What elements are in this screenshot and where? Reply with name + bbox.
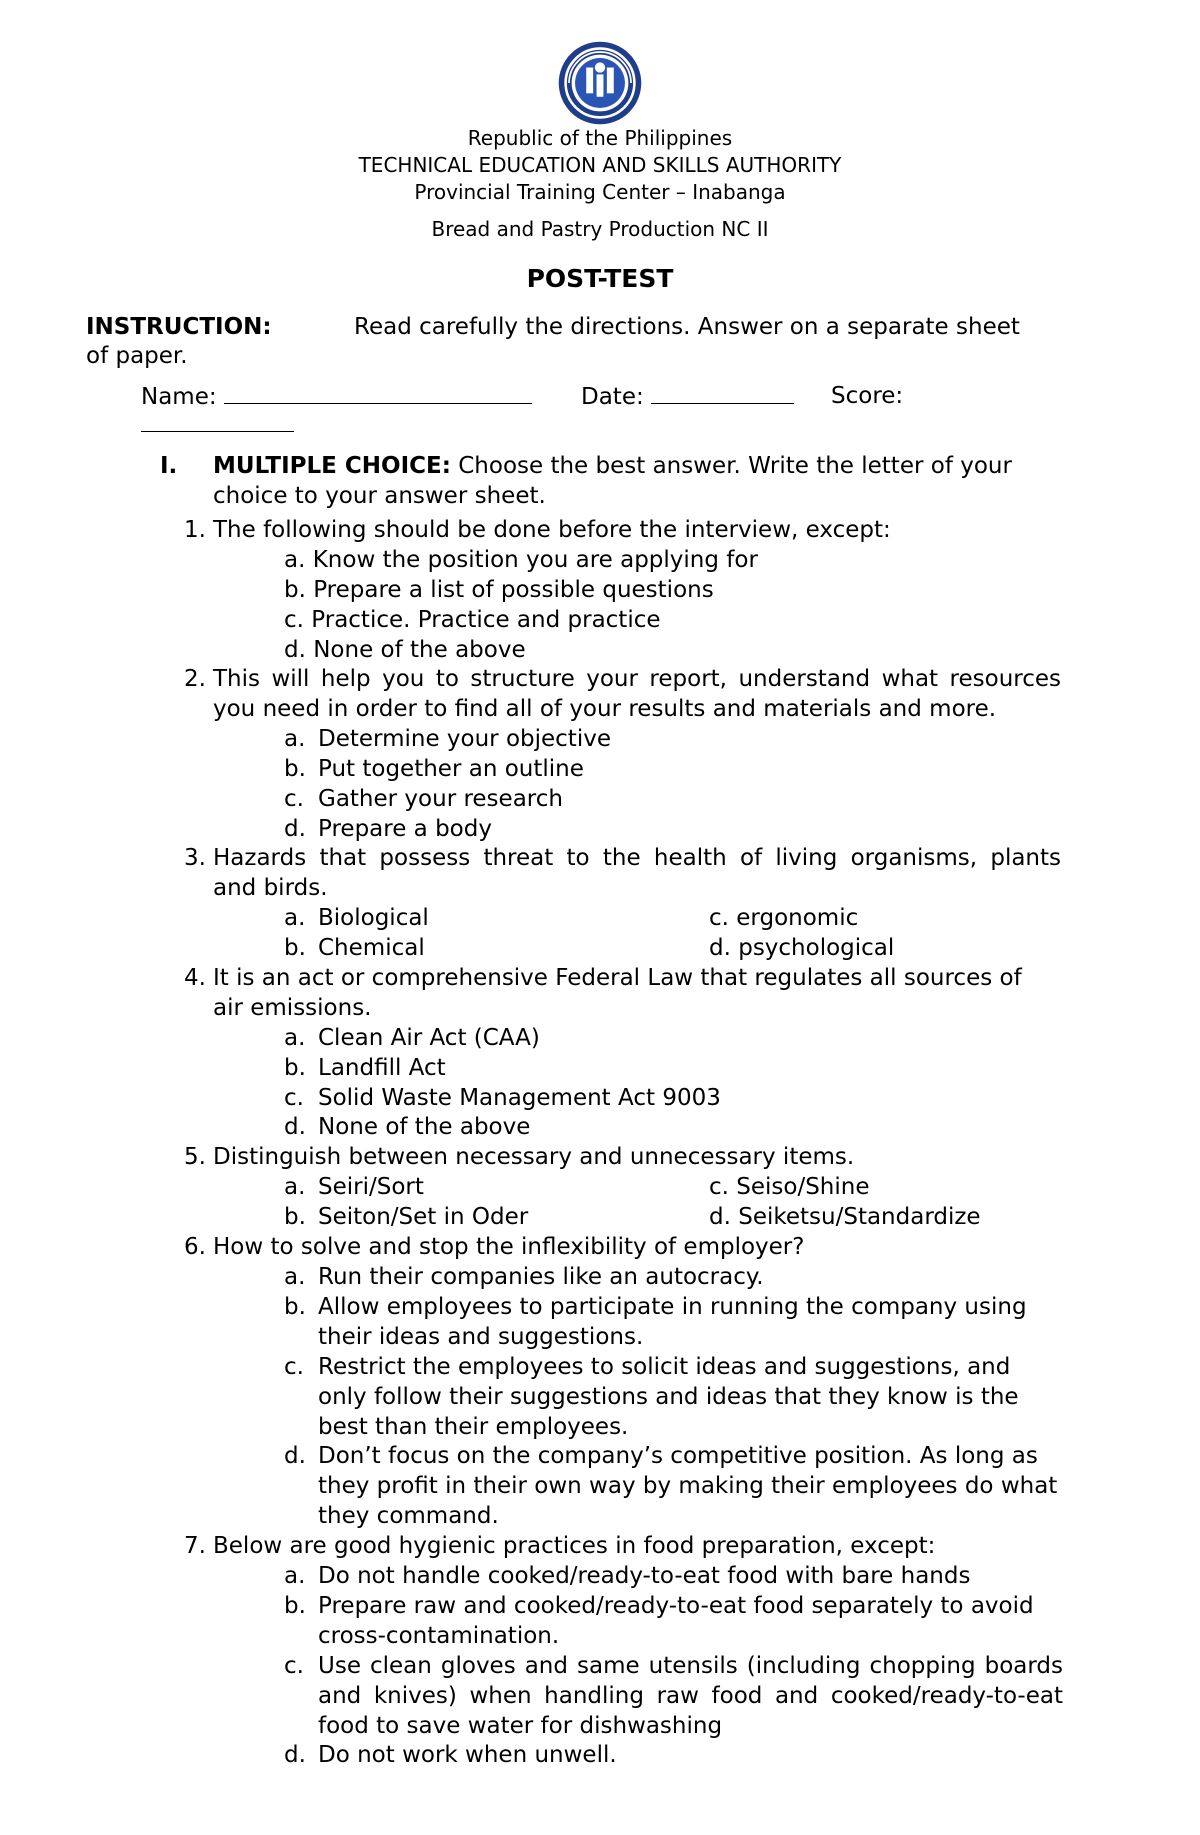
option-letter: b. <box>284 1294 306 1320</box>
option: c. ergonomic <box>709 905 859 931</box>
option: None of the above <box>318 1114 531 1140</box>
option: Chemical <box>318 935 425 961</box>
option: Allow employees to participate in running the company using their ideas and suggestions. <box>318 1294 1027 1350</box>
option-letter: a. <box>284 1025 306 1051</box>
option: Solid Waste Management Act 9003 <box>318 1085 721 1111</box>
option-letter: b. <box>284 935 306 961</box>
instruction-text: Read carefully the directions. Answer on a separate sheet <box>354 314 1020 340</box>
page-title: POST-TEST <box>526 264 674 293</box>
instruction-text-continued: of paper. <box>86 343 188 369</box>
option-letter: b. <box>284 1204 306 1230</box>
question-number: 2. <box>184 666 206 692</box>
option: Gather your research <box>318 786 563 812</box>
name-label: Name: <box>141 384 217 410</box>
option-letter: b. <box>284 1055 306 1081</box>
date-blank[interactable] <box>651 381 794 404</box>
option: Prepare raw and cooked/ready-to-eat food separately to avoid cross-contamination. <box>318 1593 1034 1649</box>
option-letter: b. <box>284 756 306 782</box>
option-letter: a. <box>284 726 306 752</box>
question-text: The following should be done before the interview, except: <box>213 517 891 543</box>
option: Restrict the employees to solicit ideas and suggestions, and only follow their suggestions and ideas that they know is the best than their employees. <box>318 1354 1019 1440</box>
option-letter: d. <box>284 1742 306 1768</box>
tesda-logo-icon <box>557 40 643 126</box>
option-letter: d. <box>284 816 306 842</box>
question-text: Distinguish between necessary and unnecessary items. <box>213 1144 855 1170</box>
question-text-continued: air emissions. <box>213 995 372 1021</box>
republic-text: Republic of the Philippines <box>467 126 733 150</box>
option-letter: d. <box>284 1114 306 1140</box>
question-number: 4. <box>184 965 206 991</box>
option: Seiton/Set in Oder <box>318 1204 529 1230</box>
question-number: 5. <box>184 1144 206 1170</box>
option-letter: b. <box>284 1593 306 1619</box>
score-field <box>141 409 294 440</box>
question-text: This will help you to structure your report, understand what resources <box>213 666 1061 692</box>
question-text-continued: and birds. <box>213 875 328 901</box>
option: d. None of the above <box>284 637 526 663</box>
option: Use clean gloves and same utensils (including chopping boards and knives) when handling raw food and cooked/ready-to-eat food to save water for dishwashing <box>318 1653 1063 1739</box>
score-blank[interactable] <box>141 409 294 432</box>
option: a. Know the position you are applying for <box>284 547 758 573</box>
score-label: Score: <box>831 383 904 409</box>
question-text: It is an act or comprehensive Federal Law that regulates all sources of <box>213 965 1022 991</box>
option: Seiri/Sort <box>318 1174 424 1200</box>
question-number: 1. <box>184 517 206 543</box>
section-number: I. <box>160 453 178 479</box>
question-text: How to solve and stop the inflexibility of employer? <box>213 1234 805 1260</box>
section-text: Choose the best answer. Write the letter of your <box>458 453 1012 479</box>
option: d. Seiketsu/Standardize <box>709 1204 981 1230</box>
option: Clean Air Act (CAA) <box>318 1025 540 1051</box>
option-letter: a. <box>284 1174 306 1200</box>
name-field <box>141 381 532 412</box>
option-letter: c. <box>284 1085 304 1111</box>
option: c. Seiso/Shine <box>709 1174 870 1200</box>
option-letter: c. <box>284 1354 304 1380</box>
option: c. Practice. Practice and practice <box>284 607 661 633</box>
question-number: 3. <box>184 845 206 871</box>
date-field <box>581 381 794 412</box>
option-letter: a. <box>284 1563 306 1589</box>
question-text: Below are good hygienic practices in food preparation, except: <box>213 1533 936 1559</box>
section-label: MULTIPLE CHOICE: <box>213 453 451 479</box>
option: Don’t focus on the company’s competitive position. As long as they profit in their own way by making their employees do what they command. <box>318 1443 1058 1529</box>
option: d. psychological <box>709 935 895 961</box>
section-heading <box>213 451 1012 481</box>
option: Prepare a body <box>318 816 492 842</box>
instruction-label: INSTRUCTION: <box>86 314 272 340</box>
option: Put together an outline <box>318 756 584 782</box>
option-letter: d. <box>284 1443 306 1469</box>
option-letter: a. <box>284 905 306 931</box>
option: Do not work when unwell. <box>318 1742 617 1768</box>
date-label: Date: <box>581 384 644 410</box>
question-text: Hazards that possess threat to the health of living organisms, plants <box>213 845 1061 871</box>
option: Biological <box>318 905 429 931</box>
course-name: Bread and Pastry Production NC II <box>431 217 769 241</box>
training-center: Provincial Training Center – Inabanga <box>414 180 786 204</box>
name-blank[interactable] <box>224 381 532 404</box>
question-number: 6. <box>184 1234 206 1260</box>
question-text-continued: you need in order to find all of your results and materials and more. <box>213 696 997 722</box>
option: Do not handle cooked/ready-to-eat food with bare hands <box>318 1563 971 1589</box>
option-letter: a. <box>284 1264 306 1290</box>
question-number: 7. <box>184 1533 206 1559</box>
option-letter: c. <box>284 1653 304 1679</box>
option: Landfill Act <box>318 1055 446 1081</box>
agency-name: TECHNICAL EDUCATION AND SKILLS AUTHORITY <box>358 153 842 177</box>
option: b. Prepare a list of possible questions <box>284 577 714 603</box>
option-letter: c. <box>284 786 304 812</box>
option: Run their companies like an autocracy. <box>318 1264 764 1290</box>
section-text-continued: choice to your answer sheet. <box>213 483 546 509</box>
option: Determine your objective <box>318 726 611 752</box>
